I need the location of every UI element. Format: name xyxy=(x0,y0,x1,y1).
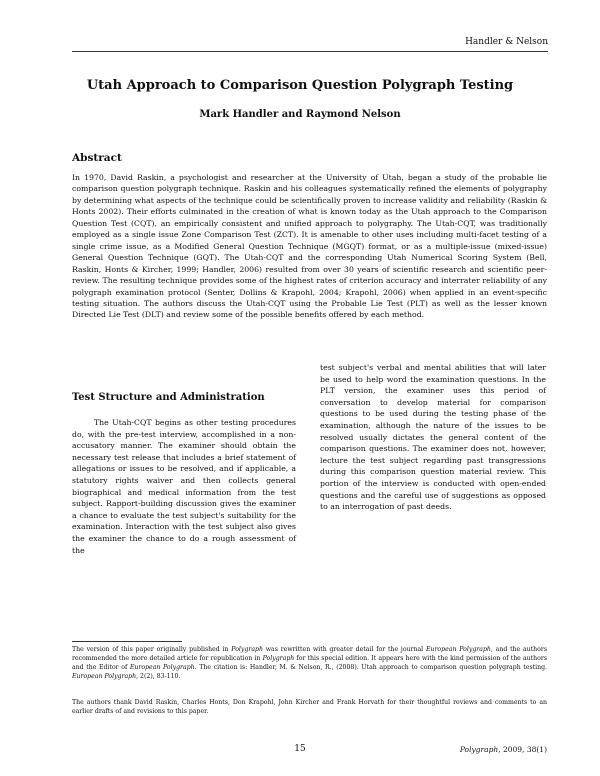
journal-name: Polygraph xyxy=(262,654,295,662)
page-number: 15 xyxy=(294,744,306,754)
abstract-body: In 1970, David Raskin, a psychologist and researcher at the University of Utah, began a study of the probable lie comparison question polygraph technique. Raskin and his colleagues systematically refined the elements of polygraphy by determining what aspects of the technique could be scientifically proven to increase validity and reliability (Raskin & Honts 2002). Their efforts culminated in the creation of what is known today as the Utah approach to the Comparison Question Test (CQT), an empirically consistent and unified approach to polygraphy. The Utah-CQT, was traditionally employed as a single issue Zone Comparison Test (ZCT). It is amenable to other uses including multi-facet testing of a single crime issue, as a Modified General Question Technique (MGQT) format, or as a multiple-issue (mixed-issue) General Question Technique (GQT). The Utah-CQT and the corresponding Utah Numerical Scoring System (Bell, Raskin, Honts & Kircher, 1999; Handler, 2006) resulted from over 30 years of scientific research and scientific peer-review. The resulting technique provides some of the highest rates of criterion accuracy and interrater reliability of any polygraph examination protocol (Senter, Dollins & Krapohl, 2004; Krapohl, 2006) when applied in an event-specific testing situation. The authors discuss the Utah-CQT using the Probable Lie Test (PLT) as well as the lesser known Directed Lie Test (DLT) and review some of the possible benefits offered by each method. xyxy=(72,173,547,320)
journal-issue: , 2009, 38(1) xyxy=(498,745,547,754)
footnote-text: . The citation is: Handler, M. & Nelson, R., (2008). Utah approach to comparison question polygraph testing. xyxy=(194,663,547,671)
footnote-text: was rewritten with greater detail for the journal xyxy=(262,646,426,653)
running-head: Handler & Nelson xyxy=(465,37,548,47)
section-heading: Test Structure and Administration xyxy=(72,392,265,403)
body-column-right: test subject's verbal and mental abilities that will later be used to help word the examination questions. In the PLT version, the examiner uses this period of conversation to develop material for comparison questions to be used during the testing phase of the examination, although the nature of the issues to be resolved usually dictates the general content of the comparison questions. The examiner does not, however, lecture the test subject regarding past transgressions during this comparison question material review. This portion of the interview is conducted with open-ended questions and the careful use of suggestions as opposed to an interrogation of past deeds. xyxy=(320,363,546,512)
journal-name: European Polygraph xyxy=(425,646,491,653)
body-column-left: The Utah-CQT begins as other testing procedures do, with the pre-test interview, accomplished in a non-accusatory manner. The examiner should obtain the necessary test release that includes a brief statement of allegations or issues to be resolved, and if applicable, a statutory rights waiver and then collects general biographical and medical information from the test subject. Rapport-building discussion gives the examiner a chance to evaluate the test subject's suitability for the examination. Interaction with the test subject also gives the examiner the chance to do a rough assessment of the xyxy=(72,418,296,555)
running-foot xyxy=(460,745,547,754)
journal-name: Polygraph xyxy=(231,646,263,653)
paper-title: Utah Approach to Comparison Question Polygraph Testing xyxy=(86,78,514,93)
paper-authors: Mark Handler and Raymond Nelson xyxy=(199,109,401,120)
abstract-heading: Abstract xyxy=(72,152,122,164)
footnote-text: for this special edition. It appears here with the kind permission of the authors and the Editor of xyxy=(72,654,547,671)
header-rule xyxy=(72,51,548,52)
footnote-republication xyxy=(72,646,547,682)
footnote-rule xyxy=(72,641,182,642)
journal-name: European Polygraph xyxy=(129,663,195,671)
footnote-acknowledgements: The authors thank David Raskin, Charles Honts, Don Krapohl, John Kircher and Frank Horvath for their thoughtful reviews and comments to an earlier drafts of and revisions to this paper. xyxy=(72,699,547,715)
footnote-text: The version of this paper originally published in xyxy=(72,646,232,653)
footnote-text: , 2(2), 83-110. xyxy=(136,672,181,680)
footnote-text: , and the authors recommended the more detailed article for republication in xyxy=(72,646,548,662)
journal-name: European Polygraph xyxy=(72,672,137,680)
journal-name: Polygraph xyxy=(459,745,499,754)
